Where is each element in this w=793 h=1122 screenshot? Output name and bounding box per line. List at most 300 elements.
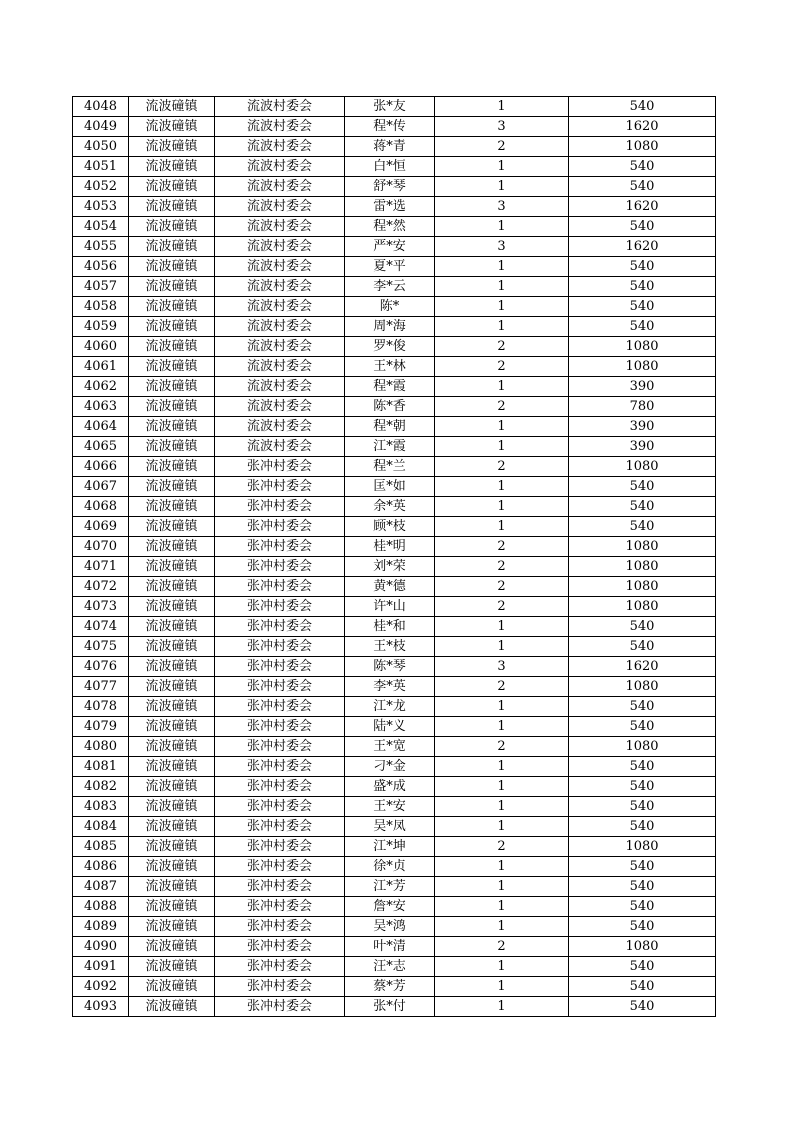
household-count-cell: 2 xyxy=(435,137,569,157)
table-row xyxy=(73,677,716,697)
town-cell: 流波䃥镇 xyxy=(129,817,215,837)
row-number-cell: 4066 xyxy=(73,457,129,477)
row-number-cell: 4055 xyxy=(73,237,129,257)
table-row xyxy=(73,917,716,937)
row-number-cell: 4076 xyxy=(73,657,129,677)
amount-cell: 1080 xyxy=(569,357,716,377)
table-row xyxy=(73,717,716,737)
town-cell: 流波䃥镇 xyxy=(129,937,215,957)
row-number-cell: 4085 xyxy=(73,837,129,857)
household-count-cell: 1 xyxy=(435,997,569,1017)
household-count-cell: 1 xyxy=(435,477,569,497)
name-cell: 王*枝 xyxy=(345,637,435,657)
name-cell: 徐*贞 xyxy=(345,857,435,877)
household-count-cell: 1 xyxy=(435,177,569,197)
village-committee-cell: 张冲村委会 xyxy=(215,777,345,797)
amount-cell: 540 xyxy=(569,777,716,797)
household-count-cell: 2 xyxy=(435,577,569,597)
village-committee-cell: 张冲村委会 xyxy=(215,857,345,877)
name-cell: 陈*琴 xyxy=(345,657,435,677)
amount-cell: 1620 xyxy=(569,117,716,137)
household-count-cell: 2 xyxy=(435,557,569,577)
amount-cell: 1620 xyxy=(569,237,716,257)
name-cell: 程*然 xyxy=(345,217,435,237)
table-row xyxy=(73,757,716,777)
household-count-cell: 1 xyxy=(435,957,569,977)
village-committee-cell: 流波村委会 xyxy=(215,417,345,437)
household-count-cell: 1 xyxy=(435,417,569,437)
town-cell: 流波䃥镇 xyxy=(129,357,215,377)
household-count-cell: 1 xyxy=(435,717,569,737)
household-count-cell: 1 xyxy=(435,257,569,277)
row-number-cell: 4081 xyxy=(73,757,129,777)
row-number-cell: 4087 xyxy=(73,877,129,897)
village-committee-cell: 张冲村委会 xyxy=(215,537,345,557)
amount-cell: 540 xyxy=(569,917,716,937)
amount-cell: 1080 xyxy=(569,577,716,597)
row-number-cell: 4061 xyxy=(73,357,129,377)
amount-cell: 1620 xyxy=(569,657,716,677)
table-row xyxy=(73,657,716,677)
town-cell: 流波䃥镇 xyxy=(129,197,215,217)
household-count-cell: 1 xyxy=(435,917,569,937)
amount-cell: 540 xyxy=(569,697,716,717)
row-number-cell: 4051 xyxy=(73,157,129,177)
name-cell: 匡*如 xyxy=(345,477,435,497)
household-count-cell: 1 xyxy=(435,317,569,337)
table-row xyxy=(73,817,716,837)
amount-cell: 1080 xyxy=(569,937,716,957)
name-cell: 王*宽 xyxy=(345,737,435,757)
name-cell: 汪*志 xyxy=(345,957,435,977)
row-number-cell: 4053 xyxy=(73,197,129,217)
household-count-cell: 2 xyxy=(435,537,569,557)
village-committee-cell: 张冲村委会 xyxy=(215,477,345,497)
amount-cell: 540 xyxy=(569,757,716,777)
table-row xyxy=(73,417,716,437)
household-count-cell: 1 xyxy=(435,877,569,897)
household-count-cell: 1 xyxy=(435,497,569,517)
amount-cell: 540 xyxy=(569,277,716,297)
village-committee-cell: 张冲村委会 xyxy=(215,797,345,817)
town-cell: 流波䃥镇 xyxy=(129,797,215,817)
village-committee-cell: 流波村委会 xyxy=(215,297,345,317)
amount-cell: 540 xyxy=(569,317,716,337)
village-committee-cell: 张冲村委会 xyxy=(215,957,345,977)
table-row xyxy=(73,157,716,177)
name-cell: 蔡*芳 xyxy=(345,977,435,997)
household-count-cell: 3 xyxy=(435,237,569,257)
table-row xyxy=(73,297,716,317)
row-number-cell: 4072 xyxy=(73,577,129,597)
row-number-cell: 4059 xyxy=(73,317,129,337)
table-row xyxy=(73,257,716,277)
amount-cell: 1080 xyxy=(569,557,716,577)
village-committee-cell: 流波村委会 xyxy=(215,257,345,277)
row-number-cell: 4078 xyxy=(73,697,129,717)
town-cell: 流波䃥镇 xyxy=(129,977,215,997)
village-committee-cell: 张冲村委会 xyxy=(215,597,345,617)
household-count-cell: 1 xyxy=(435,517,569,537)
village-committee-cell: 张冲村委会 xyxy=(215,877,345,897)
table-row xyxy=(73,177,716,197)
town-cell: 流波䃥镇 xyxy=(129,417,215,437)
name-cell: 王*安 xyxy=(345,797,435,817)
town-cell: 流波䃥镇 xyxy=(129,857,215,877)
household-count-cell: 1 xyxy=(435,97,569,117)
household-count-cell: 2 xyxy=(435,837,569,857)
table-row xyxy=(73,217,716,237)
amount-cell: 1620 xyxy=(569,197,716,217)
table-row xyxy=(73,457,716,477)
name-cell: 程*朝 xyxy=(345,417,435,437)
village-committee-cell: 张冲村委会 xyxy=(215,997,345,1017)
amount-cell: 540 xyxy=(569,177,716,197)
amount-cell: 540 xyxy=(569,617,716,637)
amount-cell: 540 xyxy=(569,517,716,537)
name-cell: 詹*安 xyxy=(345,897,435,917)
row-number-cell: 4063 xyxy=(73,397,129,417)
table-row xyxy=(73,237,716,257)
row-number-cell: 4065 xyxy=(73,437,129,457)
household-count-cell: 1 xyxy=(435,297,569,317)
name-cell: 许*山 xyxy=(345,597,435,617)
amount-cell: 1080 xyxy=(569,597,716,617)
name-cell: 刁*金 xyxy=(345,757,435,777)
name-cell: 桂*明 xyxy=(345,537,435,557)
amount-cell: 540 xyxy=(569,857,716,877)
table-row xyxy=(73,557,716,577)
table-row xyxy=(73,397,716,417)
town-cell: 流波䃥镇 xyxy=(129,877,215,897)
row-number-cell: 4056 xyxy=(73,257,129,277)
table-row xyxy=(73,537,716,557)
household-count-cell: 1 xyxy=(435,377,569,397)
amount-cell: 540 xyxy=(569,97,716,117)
row-number-cell: 4080 xyxy=(73,737,129,757)
village-committee-cell: 流波村委会 xyxy=(215,437,345,457)
subsidy-table xyxy=(72,96,716,1017)
row-number-cell: 4057 xyxy=(73,277,129,297)
table-row xyxy=(73,957,716,977)
village-committee-cell: 流波村委会 xyxy=(215,177,345,197)
row-number-cell: 4048 xyxy=(73,97,129,117)
amount-cell: 540 xyxy=(569,297,716,317)
table-row xyxy=(73,377,716,397)
village-committee-cell: 张冲村委会 xyxy=(215,497,345,517)
household-count-cell: 2 xyxy=(435,397,569,417)
town-cell: 流波䃥镇 xyxy=(129,497,215,517)
table-row xyxy=(73,597,716,617)
household-count-cell: 2 xyxy=(435,677,569,697)
village-committee-cell: 张冲村委会 xyxy=(215,917,345,937)
amount-cell: 390 xyxy=(569,437,716,457)
table-row xyxy=(73,737,716,757)
village-committee-cell: 流波村委会 xyxy=(215,197,345,217)
amount-cell: 540 xyxy=(569,257,716,277)
village-committee-cell: 流波村委会 xyxy=(215,117,345,137)
amount-cell: 1080 xyxy=(569,537,716,557)
name-cell: 陆*义 xyxy=(345,717,435,737)
town-cell: 流波䃥镇 xyxy=(129,437,215,457)
name-cell: 顾*枝 xyxy=(345,517,435,537)
village-committee-cell: 张冲村委会 xyxy=(215,717,345,737)
village-committee-cell: 张冲村委会 xyxy=(215,737,345,757)
table-row xyxy=(73,777,716,797)
table-row xyxy=(73,337,716,357)
row-number-cell: 4060 xyxy=(73,337,129,357)
town-cell: 流波䃥镇 xyxy=(129,97,215,117)
table-row xyxy=(73,497,716,517)
amount-cell: 540 xyxy=(569,477,716,497)
table-row xyxy=(73,617,716,637)
row-number-cell: 4067 xyxy=(73,477,129,497)
village-committee-cell: 张冲村委会 xyxy=(215,977,345,997)
town-cell: 流波䃥镇 xyxy=(129,557,215,577)
table-row xyxy=(73,977,716,997)
town-cell: 流波䃥镇 xyxy=(129,837,215,857)
name-cell: 程*兰 xyxy=(345,457,435,477)
amount-cell: 540 xyxy=(569,977,716,997)
town-cell: 流波䃥镇 xyxy=(129,397,215,417)
name-cell: 江*龙 xyxy=(345,697,435,717)
table-row xyxy=(73,277,716,297)
row-number-cell: 4050 xyxy=(73,137,129,157)
town-cell: 流波䃥镇 xyxy=(129,897,215,917)
town-cell: 流波䃥镇 xyxy=(129,577,215,597)
household-count-cell: 1 xyxy=(435,617,569,637)
name-cell: 余*英 xyxy=(345,497,435,517)
household-count-cell: 2 xyxy=(435,337,569,357)
table-row xyxy=(73,637,716,657)
amount-cell: 540 xyxy=(569,157,716,177)
row-number-cell: 4070 xyxy=(73,537,129,557)
table-row xyxy=(73,517,716,537)
town-cell: 流波䃥镇 xyxy=(129,637,215,657)
village-committee-cell: 流波村委会 xyxy=(215,157,345,177)
amount-cell: 540 xyxy=(569,717,716,737)
household-count-cell: 1 xyxy=(435,977,569,997)
table-row xyxy=(73,857,716,877)
table-row xyxy=(73,837,716,857)
amount-cell: 540 xyxy=(569,797,716,817)
name-cell: 严*安 xyxy=(345,237,435,257)
household-count-cell: 2 xyxy=(435,457,569,477)
household-count-cell: 1 xyxy=(435,817,569,837)
name-cell: 黄*德 xyxy=(345,577,435,597)
table-body xyxy=(73,97,716,1017)
household-count-cell: 2 xyxy=(435,597,569,617)
village-committee-cell: 张冲村委会 xyxy=(215,817,345,837)
household-count-cell: 1 xyxy=(435,757,569,777)
name-cell: 江*坤 xyxy=(345,837,435,857)
row-number-cell: 4089 xyxy=(73,917,129,937)
name-cell: 罗*俊 xyxy=(345,337,435,357)
table-row xyxy=(73,97,716,117)
village-committee-cell: 流波村委会 xyxy=(215,217,345,237)
table-row xyxy=(73,197,716,217)
town-cell: 流波䃥镇 xyxy=(129,777,215,797)
town-cell: 流波䃥镇 xyxy=(129,177,215,197)
name-cell: 陈*香 xyxy=(345,397,435,417)
town-cell: 流波䃥镇 xyxy=(129,597,215,617)
table-row xyxy=(73,357,716,377)
amount-cell: 540 xyxy=(569,957,716,977)
name-cell: 江*芳 xyxy=(345,877,435,897)
table-row xyxy=(73,797,716,817)
amount-cell: 540 xyxy=(569,637,716,657)
name-cell: 周*海 xyxy=(345,317,435,337)
name-cell: 程*霞 xyxy=(345,377,435,397)
amount-cell: 1080 xyxy=(569,457,716,477)
amount-cell: 390 xyxy=(569,417,716,437)
village-committee-cell: 张冲村委会 xyxy=(215,757,345,777)
town-cell: 流波䃥镇 xyxy=(129,277,215,297)
village-committee-cell: 张冲村委会 xyxy=(215,457,345,477)
amount-cell: 1080 xyxy=(569,837,716,857)
row-number-cell: 4052 xyxy=(73,177,129,197)
table-row xyxy=(73,137,716,157)
village-committee-cell: 张冲村委会 xyxy=(215,577,345,597)
household-count-cell: 1 xyxy=(435,897,569,917)
town-cell: 流波䃥镇 xyxy=(129,337,215,357)
row-number-cell: 4088 xyxy=(73,897,129,917)
village-committee-cell: 张冲村委会 xyxy=(215,677,345,697)
table-row xyxy=(73,317,716,337)
name-cell: 盛*成 xyxy=(345,777,435,797)
town-cell: 流波䃥镇 xyxy=(129,457,215,477)
row-number-cell: 4082 xyxy=(73,777,129,797)
household-count-cell: 1 xyxy=(435,637,569,657)
village-committee-cell: 张冲村委会 xyxy=(215,897,345,917)
town-cell: 流波䃥镇 xyxy=(129,477,215,497)
name-cell: 吴*鸿 xyxy=(345,917,435,937)
row-number-cell: 4092 xyxy=(73,977,129,997)
village-committee-cell: 流波村委会 xyxy=(215,377,345,397)
amount-cell: 540 xyxy=(569,997,716,1017)
table-row xyxy=(73,577,716,597)
village-committee-cell: 流波村委会 xyxy=(215,137,345,157)
household-count-cell: 2 xyxy=(435,357,569,377)
row-number-cell: 4054 xyxy=(73,217,129,237)
amount-cell: 1080 xyxy=(569,337,716,357)
town-cell: 流波䃥镇 xyxy=(129,377,215,397)
row-number-cell: 4084 xyxy=(73,817,129,837)
town-cell: 流波䃥镇 xyxy=(129,257,215,277)
table-row xyxy=(73,997,716,1017)
row-number-cell: 4071 xyxy=(73,557,129,577)
household-count-cell: 1 xyxy=(435,277,569,297)
town-cell: 流波䃥镇 xyxy=(129,237,215,257)
amount-cell: 780 xyxy=(569,397,716,417)
town-cell: 流波䃥镇 xyxy=(129,677,215,697)
row-number-cell: 4083 xyxy=(73,797,129,817)
household-count-cell: 1 xyxy=(435,217,569,237)
village-committee-cell: 流波村委会 xyxy=(215,357,345,377)
name-cell: 张*付 xyxy=(345,997,435,1017)
household-count-cell: 2 xyxy=(435,737,569,757)
village-committee-cell: 流波村委会 xyxy=(215,97,345,117)
village-committee-cell: 张冲村委会 xyxy=(215,637,345,657)
name-cell: 江*霞 xyxy=(345,437,435,457)
row-number-cell: 4079 xyxy=(73,717,129,737)
amount-cell: 540 xyxy=(569,897,716,917)
table-row xyxy=(73,117,716,137)
village-committee-cell: 流波村委会 xyxy=(215,317,345,337)
amount-cell: 540 xyxy=(569,817,716,837)
row-number-cell: 4075 xyxy=(73,637,129,657)
name-cell: 蒋*青 xyxy=(345,137,435,157)
town-cell: 流波䃥镇 xyxy=(129,217,215,237)
amount-cell: 1080 xyxy=(569,737,716,757)
village-committee-cell: 张冲村委会 xyxy=(215,937,345,957)
name-cell: 夏*平 xyxy=(345,257,435,277)
row-number-cell: 4062 xyxy=(73,377,129,397)
name-cell: 李*云 xyxy=(345,277,435,297)
name-cell: 程*传 xyxy=(345,117,435,137)
amount-cell: 540 xyxy=(569,877,716,897)
name-cell: 雷*选 xyxy=(345,197,435,217)
name-cell: 张*友 xyxy=(345,97,435,117)
town-cell: 流波䃥镇 xyxy=(129,697,215,717)
table-row xyxy=(73,897,716,917)
name-cell: 叶*清 xyxy=(345,937,435,957)
village-committee-cell: 张冲村委会 xyxy=(215,617,345,637)
town-cell: 流波䃥镇 xyxy=(129,717,215,737)
household-count-cell: 3 xyxy=(435,657,569,677)
village-committee-cell: 流波村委会 xyxy=(215,277,345,297)
household-count-cell: 1 xyxy=(435,797,569,817)
household-count-cell: 1 xyxy=(435,157,569,177)
table-row xyxy=(73,697,716,717)
amount-cell: 1080 xyxy=(569,677,716,697)
household-count-cell: 1 xyxy=(435,857,569,877)
town-cell: 流波䃥镇 xyxy=(129,657,215,677)
name-cell: 王*林 xyxy=(345,357,435,377)
village-committee-cell: 张冲村委会 xyxy=(215,657,345,677)
town-cell: 流波䃥镇 xyxy=(129,997,215,1017)
table-row xyxy=(73,937,716,957)
town-cell: 流波䃥镇 xyxy=(129,137,215,157)
row-number-cell: 4068 xyxy=(73,497,129,517)
row-number-cell: 4091 xyxy=(73,957,129,977)
row-number-cell: 4093 xyxy=(73,997,129,1017)
name-cell: 吴*凤 xyxy=(345,817,435,837)
row-number-cell: 4086 xyxy=(73,857,129,877)
town-cell: 流波䃥镇 xyxy=(129,757,215,777)
village-committee-cell: 流波村委会 xyxy=(215,237,345,257)
table-row xyxy=(73,877,716,897)
town-cell: 流波䃥镇 xyxy=(129,157,215,177)
name-cell: 刘*荣 xyxy=(345,557,435,577)
village-committee-cell: 流波村委会 xyxy=(215,397,345,417)
row-number-cell: 4049 xyxy=(73,117,129,137)
name-cell: 舒*琴 xyxy=(345,177,435,197)
town-cell: 流波䃥镇 xyxy=(129,517,215,537)
name-cell: 白*恒 xyxy=(345,157,435,177)
village-committee-cell: 张冲村委会 xyxy=(215,557,345,577)
row-number-cell: 4074 xyxy=(73,617,129,637)
town-cell: 流波䃥镇 xyxy=(129,297,215,317)
household-count-cell: 2 xyxy=(435,937,569,957)
household-count-cell: 1 xyxy=(435,777,569,797)
household-count-cell: 1 xyxy=(435,437,569,457)
village-committee-cell: 张冲村委会 xyxy=(215,517,345,537)
town-cell: 流波䃥镇 xyxy=(129,617,215,637)
household-count-cell: 1 xyxy=(435,697,569,717)
town-cell: 流波䃥镇 xyxy=(129,737,215,757)
row-number-cell: 4064 xyxy=(73,417,129,437)
